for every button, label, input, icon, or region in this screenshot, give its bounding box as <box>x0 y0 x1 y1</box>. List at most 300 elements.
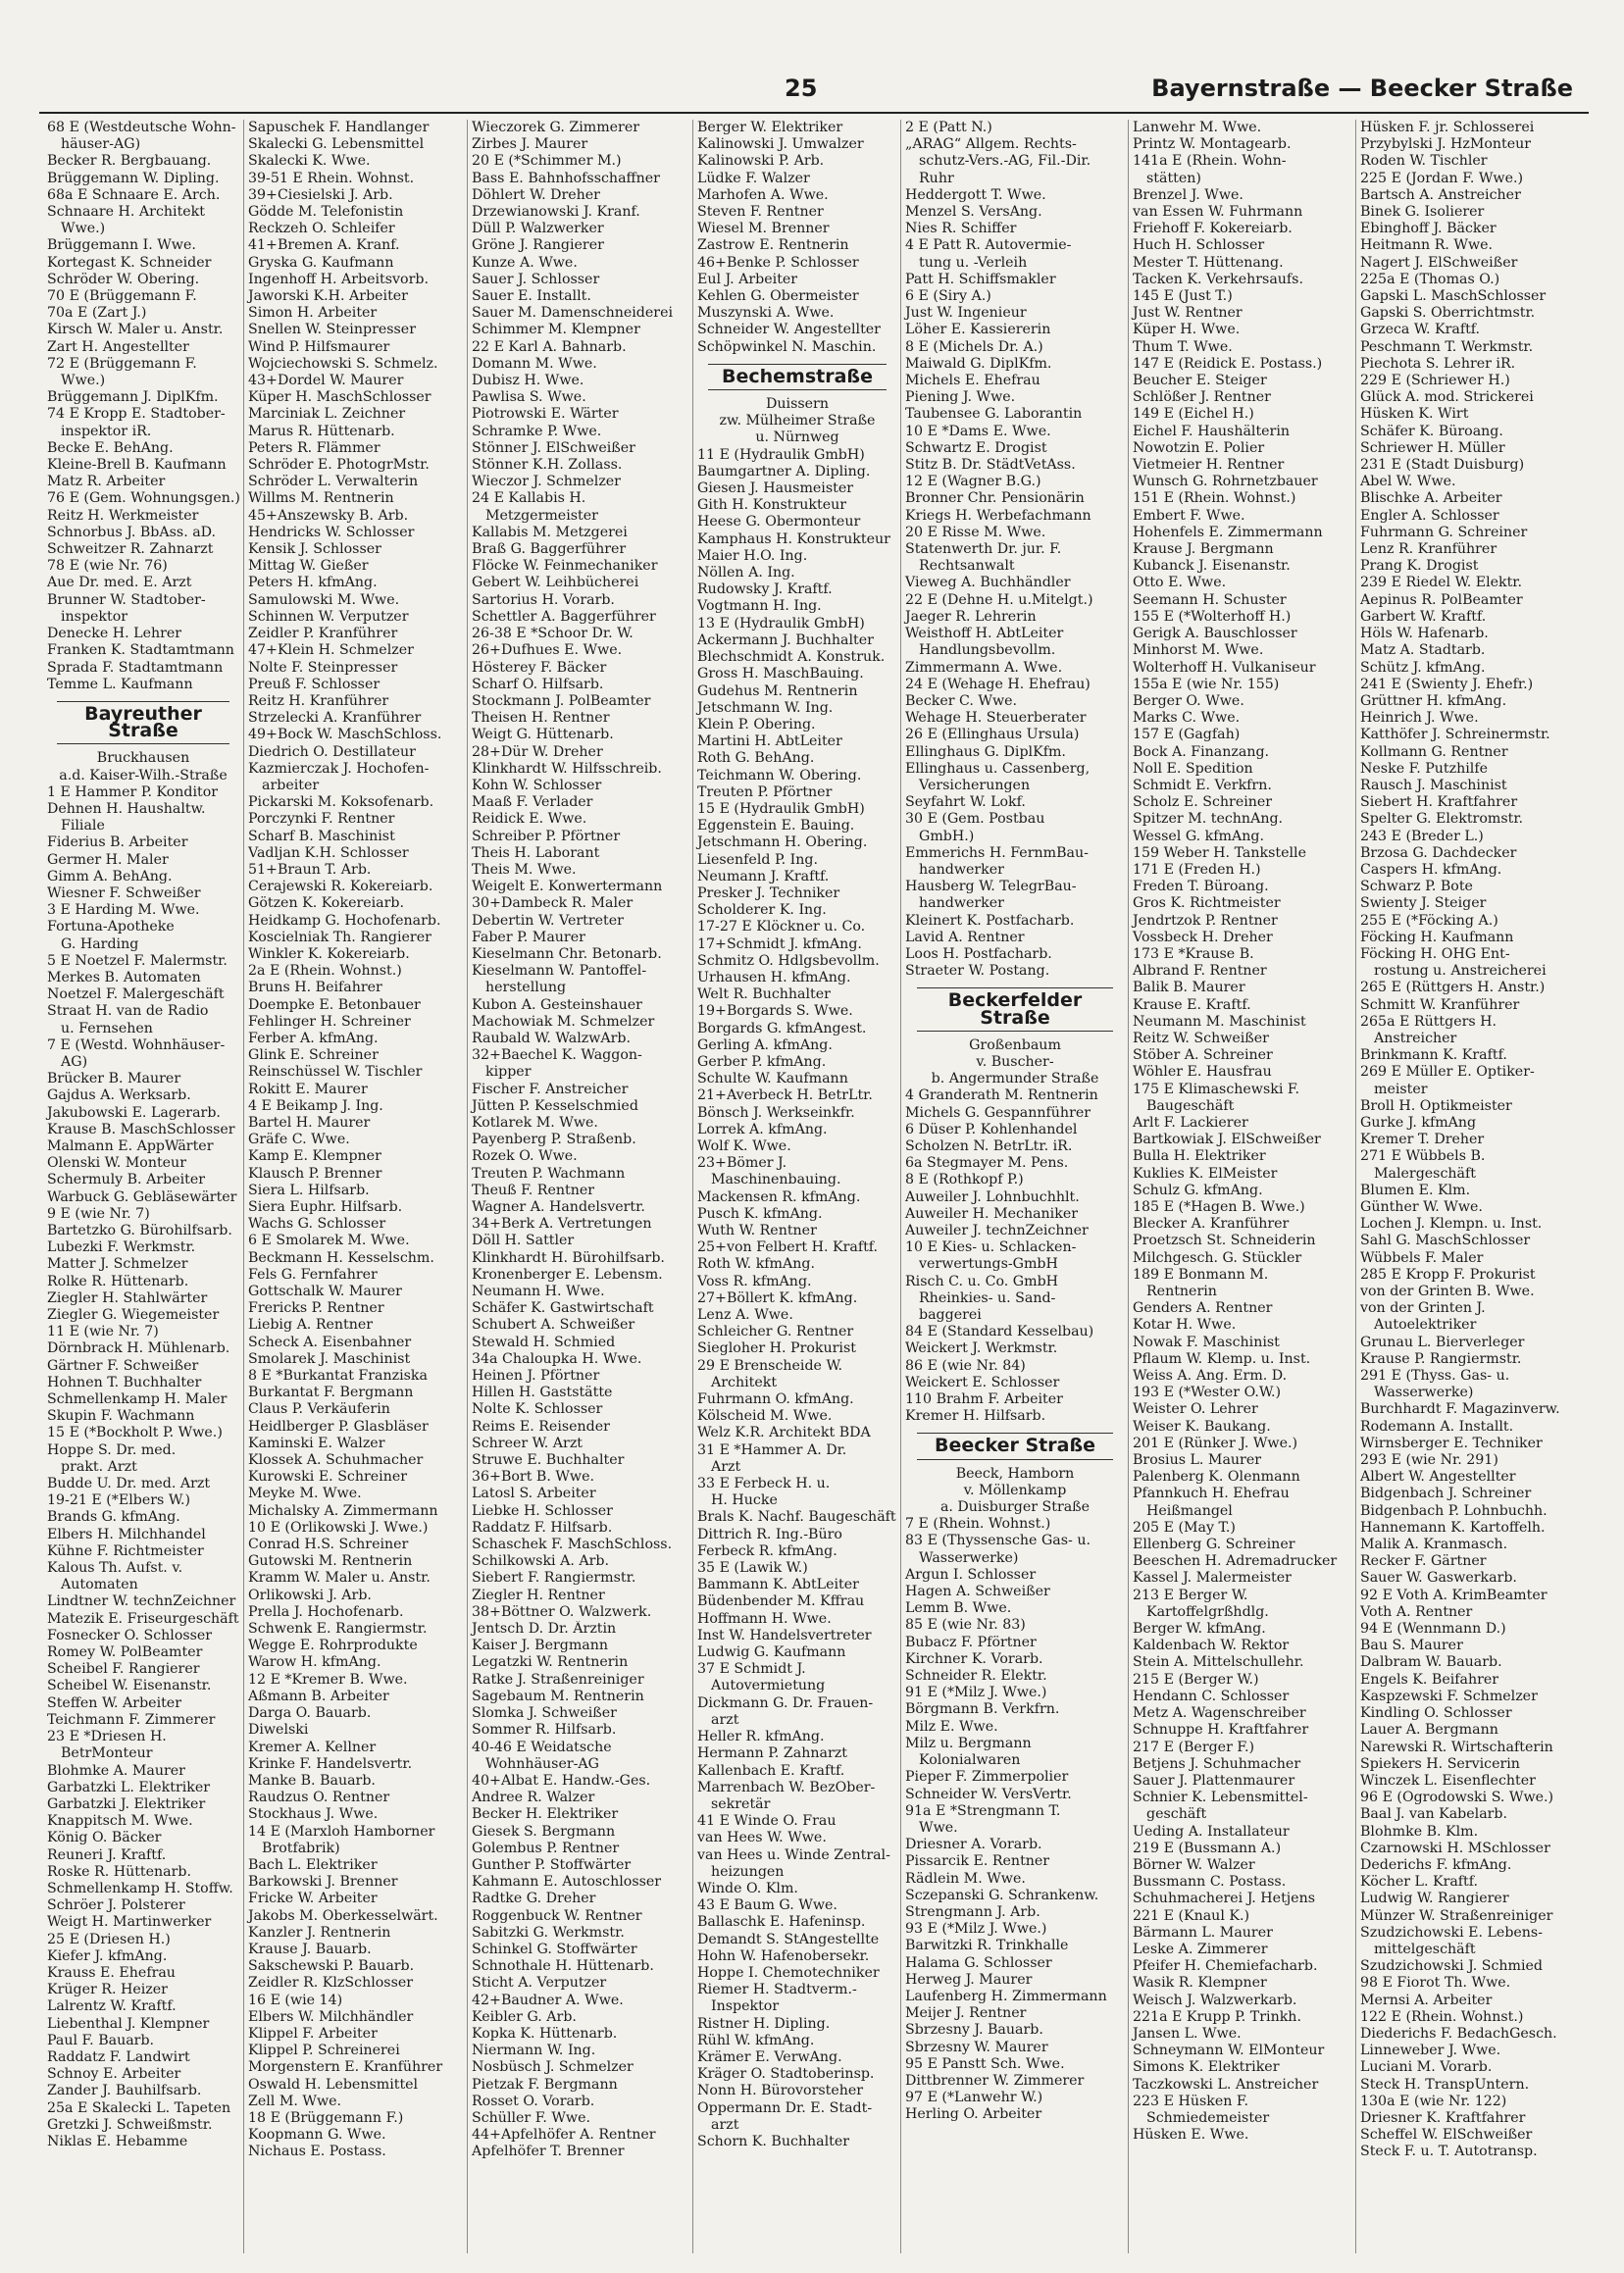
directory-entry: Czarnowski H. MSchlosser <box>1360 1840 1550 1856</box>
directory-entry: Darga O. Bauarb. <box>248 1705 372 1722</box>
entry-continuation: GmbH.) <box>919 828 975 844</box>
directory-entry: Meyke M. Wwe. <box>248 1486 362 1502</box>
directory-entry: Hoppe I. Chemotechniker <box>697 1964 880 1981</box>
directory-entry: Reitz H. Werkmeister <box>47 507 199 524</box>
directory-entry: Nolte F. Steinpresser <box>248 659 398 676</box>
directory-entry: Bönsch J. Werkseinkfr. <box>697 1104 855 1121</box>
directory-entry: Hillen H. Gaststätte <box>472 1385 613 1401</box>
directory-entry: Wagner A. Handelsvertr. <box>472 1199 645 1215</box>
directory-entry: 269 E Müller E. Optiker- <box>1360 1064 1535 1081</box>
directory-entry: Garbert W. Kraftf. <box>1360 608 1487 625</box>
directory-entry: Heller R. kfmAng. <box>697 1729 825 1745</box>
directory-entry: Aßmann B. Arbeiter <box>248 1688 389 1704</box>
directory-entry: Schubert A. Schweißer <box>472 1317 635 1334</box>
directory-entry: 23 E *Driesen H. <box>47 1729 167 1745</box>
directory-entry: Döll H. Sattler <box>472 1233 575 1249</box>
directory-entry: Piechota S. Lehrer iR. <box>1360 355 1516 372</box>
directory-entry: Gerber P. kfmAng. <box>697 1053 827 1070</box>
directory-entry: Wojciechowski S. Schmelz. <box>248 355 438 372</box>
directory-entry: Kölscheid M. Wwe. <box>697 1408 833 1425</box>
directory-entry: Marhofen A. Wwe. <box>697 186 829 203</box>
entry-continuation: häuser-AG) <box>61 136 141 153</box>
directory-entry: Steven F. Rentner <box>697 204 824 221</box>
directory-entry: Albert W. Angestellter <box>1360 1469 1516 1486</box>
directory-entry: Ziegler H. Stahlwärter <box>47 1289 208 1306</box>
directory-entry: Fels G. Fernfahrer <box>248 1266 378 1283</box>
directory-entry: Elbers H. Milchhandel <box>47 1526 206 1542</box>
directory-entry: Jaworski K.H. Arbeiter <box>248 288 408 305</box>
directory-entry: Schäfer K. Büroang. <box>1360 423 1503 439</box>
directory-entry: Nosbüsch J. Schmelzer <box>472 2059 634 2076</box>
directory-entry: Arlt F. Lackierer <box>1133 1114 1248 1131</box>
directory-entry: Kindling O. Schlosser <box>1360 1705 1512 1722</box>
directory-entry: Gutowski M. Rentnerin <box>248 1553 413 1570</box>
directory-entry: Mernsi A. Arbeiter <box>1360 1992 1493 2008</box>
directory-entry: Schorn K. Buchhalter <box>697 2133 850 2149</box>
directory-entry: Weigelt E. Konwertermann <box>472 879 663 895</box>
directory-entry: Rozek O. Wwe. <box>472 1148 578 1165</box>
directory-entry: Kühne F. Richtmeister <box>47 1542 204 1559</box>
directory-entry: Rolke R. Hüttenarb. <box>47 1273 189 1289</box>
directory-entry: von der Grinten B. Wwe. <box>1360 1284 1535 1300</box>
directory-entry: Hohenfels E. Zimmermann <box>1133 524 1323 540</box>
directory-entry: Schriewer H. Müller <box>1360 439 1505 456</box>
directory-entry: Bubacz F. Pförtner <box>905 1634 1037 1650</box>
directory-entry: Wessel G. kfmAng. <box>1133 828 1264 844</box>
directory-entry: Kamphaus H. Konstrukteur <box>697 530 890 547</box>
directory-entry: Münzer W. Straßenreiniger <box>1360 1907 1553 1924</box>
entry-continuation: Arzt <box>711 1458 741 1475</box>
directory-entry: Milz E. Wwe. <box>905 1718 998 1735</box>
directory-entry: Peters H. kfmAng. <box>248 575 378 591</box>
directory-entry: van Hees u. Winde Zentral- <box>697 1846 890 1863</box>
directory-entry: Hoffmann H. Wwe. <box>697 1610 832 1627</box>
directory-entry: Szudzichowski E. Lebens- <box>1360 1924 1544 1941</box>
directory-entry: 217 E (Berger F.) <box>1133 1739 1255 1755</box>
directory-entry: Weickert J. Werkmstr. <box>905 1340 1058 1357</box>
directory-entry: Liebenthal J. Klempner <box>47 2015 210 2032</box>
directory-entry: 225a E (Thomas O.) <box>1360 271 1500 287</box>
directory-entry: Liebke H. Schlosser <box>472 1502 613 1519</box>
directory-entry: Schröder E. PhotogrMstr. <box>248 457 430 474</box>
directory-entry: Schulz G. kfmAng. <box>1133 1182 1263 1198</box>
directory-entry: Jetschmann W. Ing. <box>697 699 834 716</box>
directory-entry: Kremer A. Kellner <box>248 1739 377 1755</box>
directory-entry: Gryska G. Kaufmann <box>248 254 394 271</box>
directory-entry: Sbrzesny J. Bauarb. <box>905 2022 1043 2039</box>
directory-entry: 25 E (Driesen H.) <box>47 1931 171 1947</box>
directory-entry: Nies R. Schiffer <box>905 221 1017 237</box>
directory-entry: Kunze A. Wwe. <box>472 254 578 271</box>
directory-entry: Kremer T. Dreher <box>1360 1132 1485 1148</box>
directory-entry: Hannemann K. Kartoffelh. <box>1360 1519 1546 1536</box>
directory-entry: Albrand F. Rentner <box>1133 963 1267 980</box>
directory-entry: Rädlein M. Wwe. <box>905 1870 1026 1887</box>
directory-entry: Kleine-Brell B. Kaufmann <box>47 457 227 474</box>
directory-entry: Schneider W. Angestellter <box>697 322 881 338</box>
directory-entry: Ludwig W. Rangierer <box>1360 1891 1509 1907</box>
directory-entry: Kehlen G. Obermeister <box>697 288 859 305</box>
entry-continuation: rostung u. Anstreicherei <box>1374 963 1547 980</box>
directory-entry: 229 E (Schriewer H.) <box>1360 373 1510 389</box>
directory-entry: Stöber A. Schreiner <box>1133 1047 1273 1064</box>
directory-entry: Blohmke B. Klm. <box>1360 1823 1479 1840</box>
directory-entry: Schwarz P. Bote <box>1360 879 1473 895</box>
directory-entry: Siera L. Hilfsarb. <box>248 1182 370 1198</box>
directory-entry: Wieczor J. Schmelzer <box>472 474 621 490</box>
directory-entry: Binek G. Isolierer <box>1360 204 1485 221</box>
directory-entry: Diederichs F. BedachGesch. <box>1360 2025 1557 2042</box>
directory-entry: 95 E Panstt Sch. Wwe. <box>905 2055 1065 2072</box>
directory-entry: Diwelski <box>248 1722 309 1739</box>
directory-entry: Maier H.O. Ing. <box>697 547 808 564</box>
directory-entry: Matz A. Stadtarb. <box>1360 642 1486 659</box>
directory-entry: 149 E (Eichel H.) <box>1133 406 1254 423</box>
directory-entry: Risch C. u. Co. GmbH <box>905 1273 1059 1289</box>
directory-entry: Krämer E. VerwAng. <box>697 2048 842 2065</box>
directory-entry: Klippel P. Schreinerei <box>248 2043 400 2059</box>
directory-entry: Orlikowski J. Arb. <box>248 1587 372 1603</box>
directory-entry: Dörnbrack H. Mühlenarb. <box>47 1340 230 1357</box>
directory-entry: Matezik E. Friseurgeschäft <box>47 1610 239 1627</box>
directory-column-4 <box>692 120 901 2253</box>
directory-entry: Inst W. Handelsvertreter <box>697 1627 872 1643</box>
directory-entry: Schneider R. Elektr. <box>905 1668 1047 1685</box>
directory-entry: Domann M. Wwe. <box>472 355 597 372</box>
directory-entry: Straat H. van de Radio <box>47 1003 209 1020</box>
entry-continuation: geschäft <box>1146 1806 1207 1823</box>
directory-entry: 155 E (*Wolterhoff H.) <box>1133 608 1292 625</box>
directory-entry: Oppermann Dr. E. Stadt- <box>697 2099 873 2116</box>
directory-entry: Pfannkuch H. Ehefrau <box>1133 1486 1290 1502</box>
directory-entry: 98 E Fiorot Th. Wwe. <box>1360 1975 1511 1992</box>
directory-entry: 39-51 E Rhein. Wohnst. <box>248 170 415 186</box>
directory-entry: Roden W. Tischler <box>1360 153 1488 170</box>
directory-entry: Stitz B. Dr. StädtVetAss. <box>905 457 1076 474</box>
directory-entry: 25a E Skalecki L. Tapeten <box>47 2099 231 2116</box>
directory-entry: Schmidt E. Verkfrn. <box>1133 777 1272 793</box>
directory-entry: Palenberg K. Olenmann <box>1133 1469 1300 1486</box>
directory-entry: 12 E *Kremer B. Wwe. <box>248 1671 408 1688</box>
directory-entry: Franken K. Stadtamtmann <box>47 642 234 659</box>
directory-column-6 <box>1128 120 1356 2253</box>
directory-entry: Rausch J. Maschinist <box>1360 777 1507 793</box>
directory-entry: Ludwig G. Kaufmann <box>697 1644 846 1661</box>
street-heading: Bayreuther Straße <box>57 701 228 744</box>
directory-entry: Theisen H. Rentner <box>472 710 610 727</box>
directory-entry: Wegge E. Rohrprodukte <box>248 1638 418 1654</box>
directory-entry: 47+Klein H. Schmelzer <box>248 642 414 659</box>
directory-entry: Koopmann G. Wwe. <box>248 2127 386 2144</box>
directory-entry: 291 E (Thyss. Gas- u. <box>1360 1368 1510 1385</box>
directory-entry: Kriegs H. Werbefachmann <box>905 507 1091 524</box>
directory-entry: Struwe E. Buchhalter <box>472 1452 625 1469</box>
directory-entry: Nowotzin E. Polier <box>1133 439 1265 456</box>
directory-entry: Liesenfeld P. Ing. <box>697 851 818 868</box>
directory-entry: Legatzki W. Rentnerin <box>472 1654 629 1671</box>
directory-entry: 151 E (Rhein. Wohnst.) <box>1133 490 1296 507</box>
directory-entry: Bidgenbach P. Lohnbuchh. <box>1360 1502 1548 1519</box>
directory-entry: 24 E Kallabis H. <box>472 490 586 507</box>
directory-entry: Thum T. Wwe. <box>1133 338 1233 355</box>
directory-entry: Jütten P. Kesselschmied <box>472 1097 638 1114</box>
directory-entry: 33 E Ferbeck H. u. <box>697 1476 831 1492</box>
directory-entry: 4 Granderath M. Rentnerin <box>905 1087 1098 1104</box>
directory-entry: Leske A. Zimmerer <box>1133 1941 1268 1957</box>
directory-entry: 42+Baudner A. Wwe. <box>472 1992 624 2008</box>
directory-entry: Kaiser J. Bergmann <box>472 1638 609 1654</box>
directory-entry: König O. Bäcker <box>47 1830 162 1846</box>
directory-entry: Schneymann W. ElMonteur <box>1133 2043 1325 2059</box>
directory-entry: Kalinowski P. Arb. <box>697 153 825 170</box>
directory-entry: Raddatz F. Landwirt <box>47 2048 190 2065</box>
directory-entry: Klinkhardt W. Hilfsschreib. <box>472 760 662 777</box>
directory-entry: Noetzel F. Malergeschäft <box>47 986 225 1003</box>
directory-entry: Krinke F. Handelsvertr. <box>248 1755 413 1772</box>
street-location-note: a.d. Kaiser-Wilh.-Straße <box>59 767 228 783</box>
directory-entry: Broll H. Optikmeister <box>1360 1097 1512 1114</box>
directory-entry: Nonn H. Bürovorsteher <box>697 2083 864 2099</box>
directory-entry: Zirbes J. Maurer <box>472 136 588 153</box>
directory-entry: Kaminski E. Walzer <box>248 1435 385 1451</box>
directory-entry: Temme L. Kaufmann <box>47 676 193 692</box>
directory-entry: Halama G. Schlosser <box>905 1954 1052 1971</box>
directory-entry: Schimmer M. Klempner <box>472 322 640 338</box>
directory-entry: 17+Schmidt J. kfmAng. <box>697 935 862 952</box>
entry-continuation: Wohnhäuser-AG <box>485 1755 599 1772</box>
directory-entry: Föcking H. OHG Ent- <box>1360 945 1510 962</box>
directory-entry: Kortegast K. Schneider <box>47 254 212 271</box>
directory-entry: 7 E (Rhein. Wohnst.) <box>905 1516 1051 1533</box>
directory-entry: Betjens J. Schuhmacher <box>1133 1755 1301 1772</box>
directory-entry: Engler A. Schlosser <box>1360 507 1499 524</box>
directory-entry: 76 E (Gem. Wohnungsgen.) <box>47 490 240 507</box>
directory-entry: Braß G. Baggerführer <box>472 541 627 558</box>
directory-entry: Paul F. Bauarb. <box>47 2032 155 2048</box>
street-heading: Beckerfelder Straße <box>917 987 1113 1031</box>
directory-entry: Steck F. u. T. Autotransp. <box>1360 2144 1538 2160</box>
directory-entry: Jentsch D. Dr. Ärztin <box>472 1621 617 1638</box>
directory-entry: Klein P. Obering. <box>697 716 816 732</box>
directory-entry: Beckmann H. Kesselschm. <box>248 1249 434 1266</box>
directory-entry: Föcking H. Kaufmann <box>1360 929 1514 945</box>
directory-entry: Weiss A. Ang. Erm. D. <box>1133 1368 1288 1385</box>
directory-entry: 35 E (Lawik W.) <box>697 1560 808 1577</box>
directory-entry: Zart H. Angestellter <box>47 338 189 355</box>
directory-entry: Siera Euphr. Hilfsarb. <box>248 1199 403 1215</box>
directory-entry: Gärtner F. Schweißer <box>47 1357 199 1374</box>
directory-entry: Seemann H. Schuster <box>1133 591 1287 608</box>
directory-entry: Schettler A. Baggerführer <box>472 608 656 625</box>
entry-continuation: Filiale <box>61 818 105 834</box>
street-location-note: v. Möllenkamp <box>963 1482 1067 1498</box>
directory-entry: Gerling A. kfmAng. <box>697 1036 833 1053</box>
directory-entry: Patt H. Schiffsmakler <box>905 271 1056 287</box>
directory-entry: 94 E (Wennmann D.) <box>1360 1621 1506 1638</box>
directory-entry: Urhausen H. kfmAng. <box>697 969 851 985</box>
directory-entry: Schwenk E. Rangiermstr. <box>248 1621 428 1638</box>
directory-entry: 130a E (wie Nr. 122) <box>1360 2093 1507 2109</box>
directory-entry: Gross H. MaschBauing. <box>697 666 864 682</box>
directory-entry: Peschmann T. Werkmstr. <box>1360 338 1534 355</box>
directory-entry: Bartetzko G. Bürohilfsarb. <box>47 1223 232 1238</box>
directory-entry: Fehlinger H. Schreiner <box>248 1013 411 1030</box>
directory-entry: Bronner Chr. Pensionärin <box>905 490 1085 507</box>
directory-entry: Krauss E. Ehefrau <box>47 1964 176 1981</box>
directory-entry: Caspers H. kfmAng. <box>1360 861 1502 878</box>
directory-entry: Pawlisa S. Wwe. <box>472 389 586 406</box>
street-location-note: Großenbaum <box>969 1036 1061 1053</box>
directory-entry: Strengmann J. Arb. <box>905 1903 1040 1920</box>
directory-entry: Scharf O. Hilfsarb. <box>472 676 604 692</box>
directory-entry: Becker H. Elektriker <box>472 1806 619 1823</box>
directory-entry: Krause J. Bergmann <box>1133 541 1274 558</box>
directory-entry: Schilkowski A. Arb. <box>472 1553 609 1570</box>
directory-entry: Bass E. Bahnhofsschaffner <box>472 170 660 186</box>
directory-entry: Kopka K. Hüttenarb. <box>472 2025 618 2042</box>
directory-entry: Auweiler J. Lohnbuchhlt. <box>905 1188 1080 1205</box>
directory-entry: 26+Dufhues E. Wwe. <box>472 642 623 659</box>
directory-entry: 24 E (Wehage H. Ehefrau) <box>905 676 1091 692</box>
street-location-note: zw. Mülheimer Straße <box>719 413 876 429</box>
entry-continuation: inspektor iR. <box>61 423 152 439</box>
directory-entry: 1 E Hammer P. Konditor <box>47 783 219 800</box>
directory-entry: Nowak F. Maschinist <box>1133 1334 1280 1350</box>
entry-continuation: AG) <box>61 1053 88 1070</box>
directory-entry: Michalsky A. Zimmermann <box>248 1502 438 1519</box>
directory-entry: Glück A. mod. Strickerei <box>1360 389 1534 406</box>
directory-entry: Aue Dr. med. E. Arzt <box>47 575 192 591</box>
directory-entry: Lubezki F. Werkmstr. <box>47 1239 196 1256</box>
directory-entry: Andree R. Walzer <box>472 1790 595 1806</box>
directory-entry: Klausch P. Brenner <box>248 1165 382 1182</box>
directory-entry: Szudzichowski J. Schmied <box>1360 1958 1543 1975</box>
directory-entry: Schüller F. Wwe. <box>472 2109 590 2126</box>
directory-entry: 265 E (Rüttgers H. Anstr.) <box>1360 980 1546 996</box>
directory-entry: 86 E (wie Nr. 84) <box>905 1357 1026 1374</box>
directory-entry: Laufenberg H. Zimmermann <box>905 1988 1107 2004</box>
directory-entry: Küper H. Wwe. <box>1133 322 1241 338</box>
entry-continuation: Anstreicher <box>1374 1030 1457 1046</box>
directory-entry: Just W. Ingenieur <box>905 305 1027 322</box>
directory-entry: 11 E (wie Nr. 7) <box>47 1324 159 1340</box>
street-location-note: a. Duisburger Straße <box>939 1499 1091 1516</box>
directory-entry: Romey W. PolBeamter <box>47 1644 203 1661</box>
directory-entry: Garbatzki J. Elektriker <box>47 1795 206 1812</box>
directory-entry: Vieweg A. Buchhändler <box>905 575 1071 591</box>
directory-entry: 225 E (Jordan F. Wwe.) <box>1360 170 1524 186</box>
directory-entry: Marks C. Wwe. <box>1133 710 1241 727</box>
directory-entry: 29 E Brenscheide W. <box>697 1357 843 1374</box>
directory-entry: Marus R. Hüttenarb. <box>248 423 395 439</box>
directory-column-7 <box>1355 120 1586 2253</box>
directory-entry: Fischer F. Anstreicher <box>472 1081 629 1097</box>
directory-entry: Schnoy E. Arbeiter <box>47 2066 181 2083</box>
directory-entry: Pfeifer H. Chemiefacharb. <box>1133 1958 1318 1975</box>
directory-entry: Stönner J. ElSchweißer <box>472 439 635 456</box>
entry-continuation: u. Fernsehen <box>61 1020 153 1036</box>
directory-entry: Prang K. Drogist <box>1360 558 1479 575</box>
directory-entry: Kieselmann W. Pantoffel- <box>472 963 647 980</box>
directory-entry: Stewald H. Schmied <box>472 1334 616 1350</box>
directory-entry: 141a E (Rhein. Wohn- <box>1133 153 1287 170</box>
directory-entry: 26-38 E *Schoor Dr. W. <box>472 626 634 642</box>
directory-entry: Dalbram W. Bauarb. <box>1360 1654 1502 1671</box>
directory-entry: 34+Berk A. Vertretungen <box>472 1216 652 1233</box>
directory-entry: Rudowsky J. Kraftf. <box>697 581 833 598</box>
directory-entry: 18 E (Brüggemann F.) <box>248 2109 404 2126</box>
directory-entry: Spitzer M. technAng. <box>1133 811 1284 828</box>
directory-entry: 9 E (wie Nr. 7) <box>47 1205 150 1222</box>
header-rule <box>39 112 1589 114</box>
directory-entry: Küper H. MaschSchlosser <box>248 389 431 406</box>
directory-entry: 14 E (Marxloh Hamborner <box>248 1823 435 1840</box>
directory-entry: Pflaum W. Klemp. u. Inst. <box>1133 1350 1311 1367</box>
directory-entry: Heinrich J. Wwe. <box>1360 710 1479 727</box>
directory-entry: Skupin F. Wachmann <box>47 1408 195 1425</box>
directory-entry: Simon H. Arbeiter <box>248 305 378 322</box>
directory-entry: Gapski L. MaschSchlosser <box>1360 288 1547 305</box>
entry-continuation: Autoelektriker <box>1374 1317 1477 1334</box>
directory-entry: Theis M. Wwe. <box>472 861 577 878</box>
directory-entry: Herling O. Arbeiter <box>905 2106 1042 2123</box>
directory-entry: Schlößer J. Rentner <box>1133 389 1271 406</box>
directory-entry: Reims E. Reisender <box>472 1418 610 1435</box>
directory-entry: Schulte W. Kaufmann <box>697 1071 848 1087</box>
directory-entry: Götzen K. Kokereiarb. <box>248 895 405 912</box>
directory-entry: Ziegler G. Wiegemeister <box>47 1307 220 1324</box>
directory-entry: Bartkowiak J. ElSchweißer <box>1133 1132 1321 1148</box>
directory-entry: „ARAG“ Allgem. Rechts- <box>905 136 1077 153</box>
directory-entry: Bach L. Elektriker <box>248 1856 378 1873</box>
page-header <box>0 71 1624 110</box>
directory-entry: Pusch K. kfmAng. <box>697 1205 823 1222</box>
directory-entry: Michels E. Ehefrau <box>905 373 1040 389</box>
directory-entry: Brücker B. Maurer <box>47 1071 181 1087</box>
directory-entry: Köcher L. Kraftf. <box>1360 1874 1479 1891</box>
directory-entry: 22 E Karl A. Bahnarb. <box>472 338 627 355</box>
entry-continuation: Inspektor <box>711 1998 780 2015</box>
directory-entry: Grzeca W. Kraftf. <box>1360 322 1481 338</box>
directory-entry: Klinkhardt H. Bürohilfsarb. <box>472 1249 665 1266</box>
directory-entry: Raddatz F. Hilfsarb. <box>472 1519 613 1536</box>
directory-entry: Gräfe C. Wwe. <box>248 1132 350 1148</box>
directory-entry: 6 Düser P. Kohlenhandel <box>905 1121 1078 1137</box>
directory-entry: 213 E Berger W. <box>1133 1587 1248 1603</box>
running-title: Bayernstraße — Beecker Straße <box>1151 75 1573 102</box>
directory-entry: Scheibel W. Eisenanstr. <box>47 1678 212 1694</box>
directory-entry: Schröer J. Polsterer <box>47 1897 185 1914</box>
directory-entry: 78 E (wie Nr. 76) <box>47 558 168 575</box>
directory-entry: Taczkowski L. Anstreicher <box>1133 2076 1319 2093</box>
entry-continuation: arzt <box>711 1711 739 1728</box>
directory-entry: 15 E (*Bockholt P. Wwe.) <box>47 1425 223 1441</box>
directory-entry: Bärmann L. Maurer <box>1133 1924 1273 1941</box>
directory-entry: Schnuppe H. Kraftfahrer <box>1133 1722 1309 1739</box>
directory-entry: 8 E (Rothkopf P.) <box>905 1172 1024 1188</box>
directory-entry: Fricke W. Arbeiter <box>248 1891 378 1907</box>
directory-entry: Büdenbender M. Kffrau <box>697 1593 865 1610</box>
entry-continuation: arzt <box>711 2116 739 2133</box>
directory-entry: Zeidler R. KlzSchlosser <box>248 1975 414 1992</box>
directory-entry: Siegloher H. Prokurist <box>697 1340 856 1357</box>
directory-entry: Eggenstein E. Bauing. <box>697 818 855 834</box>
entry-continuation: tung u. -Verleih <box>919 254 1028 271</box>
directory-entry: Fuhrmann O. kfmAng. <box>697 1391 854 1408</box>
directory-entry: Hösterey F. Bäcker <box>472 659 607 676</box>
directory-entry: Straeter W. Postang. <box>905 963 1050 980</box>
directory-entry: Gimm A. BehAng. <box>47 868 173 884</box>
